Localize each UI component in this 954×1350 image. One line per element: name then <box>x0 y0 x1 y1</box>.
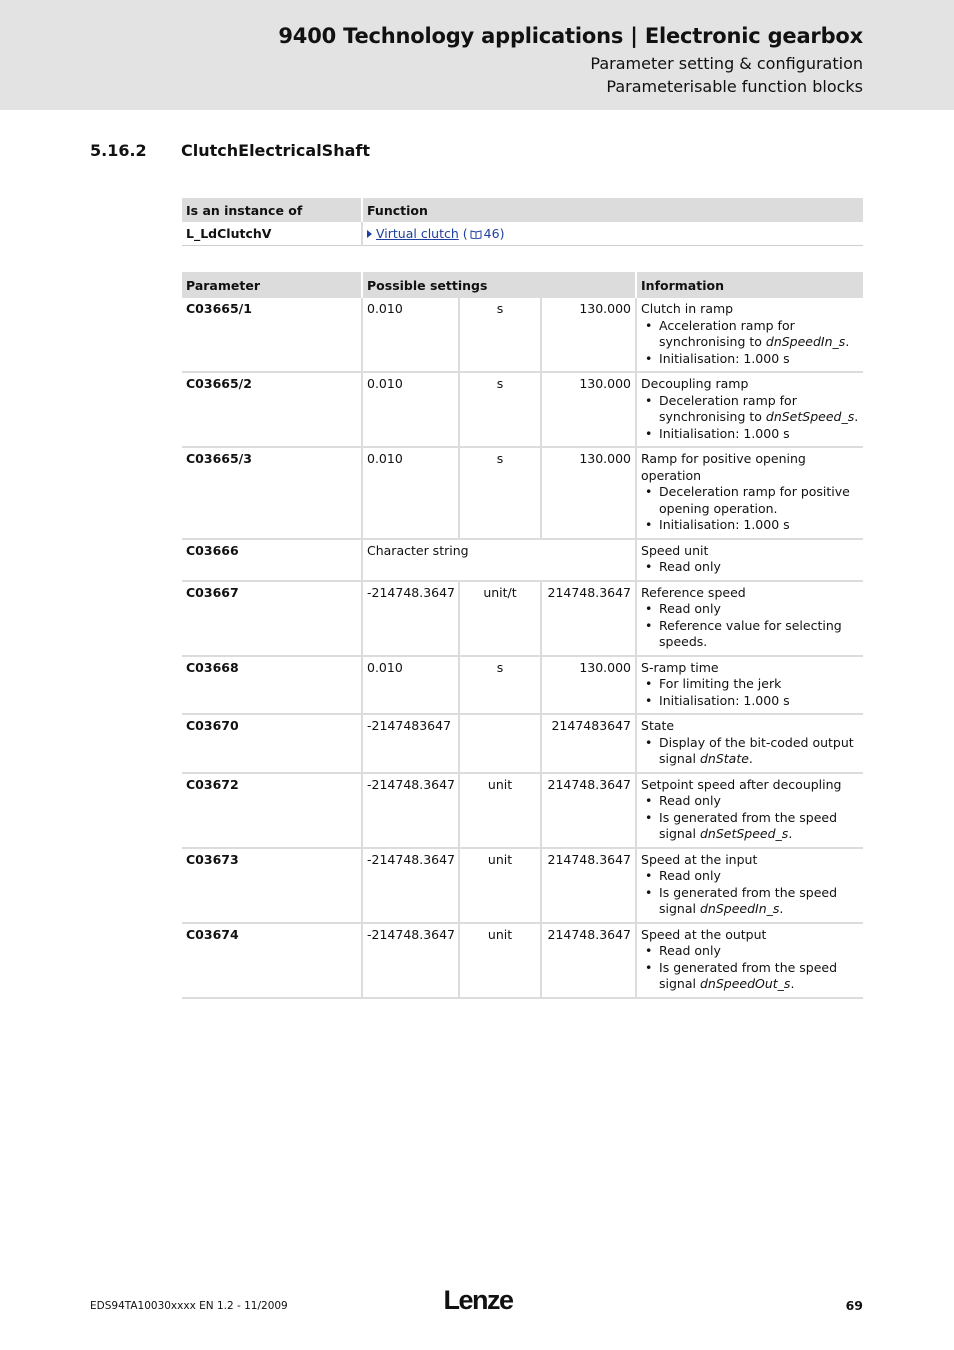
setting-min: -214748.3647 <box>362 773 459 848</box>
parameter-code: C03666 <box>182 539 362 581</box>
ref-page: 46) <box>483 226 505 241</box>
setting-value: Character string <box>362 539 636 581</box>
list-item <box>641 559 859 576</box>
list-item <box>641 393 859 426</box>
information-cell <box>636 372 863 447</box>
setting-max: 130.000 <box>541 656 636 715</box>
parameter-code: C03665/1 <box>182 298 362 372</box>
section-heading <box>90 141 370 160</box>
document-id: EDS94TA10030xxxx EN 1.2 - 11/2009 <box>90 1300 288 1312</box>
table-row <box>182 539 863 581</box>
setting-unit: unit <box>459 923 541 998</box>
bullet-text: Read only <box>659 943 721 958</box>
link-arrow-icon <box>367 230 372 238</box>
chapter-title: Parameter setting & configuration <box>590 54 863 73</box>
bullet-text: Initialisation: 1.000 s <box>659 517 790 532</box>
bullet-tail: . <box>748 751 753 766</box>
list-item <box>641 885 859 918</box>
info-list <box>641 868 859 918</box>
bullet-tail: . <box>854 409 859 424</box>
list-item <box>641 943 859 960</box>
parameter-table <box>182 272 863 999</box>
bullet-text: Deceleration ramp for synchronising to <box>659 392 797 424</box>
setting-max: 214748.3647 <box>541 848 636 923</box>
setting-unit: s <box>459 447 541 539</box>
setting-max: 214748.3647 <box>541 773 636 848</box>
list-item <box>641 426 859 443</box>
list-item <box>641 735 859 768</box>
instance-table <box>182 198 863 246</box>
info-title: Speed at the input <box>641 851 758 867</box>
information-cell <box>636 581 863 656</box>
setting-unit: unit <box>459 773 541 848</box>
table-row <box>182 714 863 773</box>
setting-min: 0.010 <box>362 298 459 372</box>
information-cell <box>636 447 863 539</box>
parameter-table-body <box>182 298 863 998</box>
instance-name: L_LdClutchV <box>182 222 362 245</box>
bullet-text: Read only <box>659 868 721 883</box>
bullet-text: For limiting the jerk <box>659 676 782 691</box>
function-header: Function <box>362 198 863 222</box>
bullet-text: Display of the bit-coded output signal <box>659 734 854 766</box>
table-row <box>182 581 863 656</box>
bullet-text: Deceleration ramp for positive opening operation. <box>659 484 850 516</box>
bullet-text: Is generated from the speed signal <box>659 884 838 916</box>
subchapter-title: Parameterisable function blocks <box>606 77 863 96</box>
possible-settings-header: Possible settings <box>362 272 636 298</box>
list-item <box>641 517 859 534</box>
table-row <box>182 923 863 998</box>
setting-min: -214748.3647 <box>362 848 459 923</box>
info-list <box>641 559 859 576</box>
table-row <box>182 447 863 539</box>
information-cell <box>636 848 863 923</box>
bullet-tail: . <box>845 334 850 349</box>
list-item <box>641 960 859 993</box>
setting-max: 130.000 <box>541 372 636 447</box>
document-title: 9400 Technology applications | Electronic gearbox <box>278 24 863 48</box>
ref-open-paren: ( <box>462 226 468 241</box>
parameter-code: C03667 <box>182 581 362 656</box>
info-title: State <box>641 718 675 733</box>
signal-name: dnSetSpeed_s <box>699 826 789 841</box>
parameter-code: C03665/3 <box>182 447 362 539</box>
logo-text: Lenze <box>443 1285 513 1315</box>
bullet-text: Is generated from the speed signal <box>659 959 838 991</box>
setting-min: -214748.3647 <box>362 581 459 656</box>
list-item <box>641 676 859 693</box>
virtual-clutch-link[interactable]: Virtual clutch <box>376 226 459 241</box>
table-row <box>182 848 863 923</box>
table-row <box>182 656 863 715</box>
signal-name: dnSetSpeed_s <box>765 409 855 424</box>
information-cell <box>636 773 863 848</box>
info-list <box>641 601 859 651</box>
info-title: Ramp for positive opening operation <box>641 451 806 483</box>
setting-max: 130.000 <box>541 298 636 372</box>
signal-name: dnSpeedIn_s <box>699 901 780 916</box>
list-item <box>641 618 859 651</box>
info-list <box>641 943 859 993</box>
info-list <box>641 735 859 768</box>
setting-max: 2147483647 <box>541 714 636 773</box>
table-row <box>182 298 863 372</box>
instance-header: Is an instance of <box>182 198 362 222</box>
list-item <box>641 601 859 618</box>
list-item <box>641 810 859 843</box>
list-item <box>641 484 859 517</box>
info-title: Setpoint speed after decoupling <box>641 776 842 792</box>
bullet-text: Initialisation: 1.000 s <box>659 425 790 441</box>
parameter-code: C03665/2 <box>182 372 362 447</box>
information-cell <box>636 298 863 372</box>
parameter-code: C03673 <box>182 848 362 923</box>
information-cell <box>636 539 863 581</box>
signal-name: dnState <box>699 751 749 766</box>
list-item <box>641 351 859 368</box>
section-title: ClutchElectricalShaft <box>181 141 370 160</box>
page-reference[interactable] <box>463 226 505 241</box>
setting-min: -2147483647 <box>362 714 459 773</box>
information-cell <box>636 714 863 773</box>
setting-max: 214748.3647 <box>541 581 636 656</box>
info-list <box>641 393 859 443</box>
setting-min: 0.010 <box>362 656 459 715</box>
signal-name: dnSpeedIn_s <box>765 334 846 349</box>
info-title: Decoupling ramp <box>641 376 749 391</box>
bullet-text: Read only <box>659 601 721 616</box>
setting-unit: unit/t <box>459 581 541 656</box>
info-title: S-ramp time <box>641 659 719 675</box>
info-title: Clutch in ramp <box>641 301 734 316</box>
parameter-code: C03672 <box>182 773 362 848</box>
section-number: 5.16.2 <box>90 141 147 160</box>
info-list <box>641 793 859 843</box>
info-title: Speed at the output <box>641 926 767 942</box>
parameter-code: C03670 <box>182 714 362 773</box>
function-cell <box>362 222 863 245</box>
table-row <box>182 372 863 447</box>
setting-max: 214748.3647 <box>541 923 636 998</box>
information-cell <box>636 923 863 998</box>
list-item <box>641 868 859 885</box>
setting-min: -214748.3647 <box>362 923 459 998</box>
table-row <box>182 773 863 848</box>
info-title: Reference speed <box>641 584 746 600</box>
list-item <box>641 693 859 710</box>
information-cell <box>636 656 863 715</box>
list-item <box>641 793 859 810</box>
setting-min: 0.010 <box>362 447 459 539</box>
information-header: Information <box>636 272 863 298</box>
lenze-logo <box>438 1284 518 1316</box>
info-list <box>641 318 859 368</box>
info-list <box>641 484 859 534</box>
bullet-tail: . <box>790 976 795 991</box>
parameter-code: C03668 <box>182 656 362 715</box>
bullet-text: Is generated from the speed signal <box>659 809 838 841</box>
setting-max: 130.000 <box>541 447 636 539</box>
setting-unit <box>459 714 541 773</box>
page-number: 69 <box>845 1298 863 1313</box>
bullet-text: Read only <box>659 793 721 808</box>
list-item <box>641 318 859 351</box>
bullet-text: Initialisation: 1.000 s <box>659 692 790 708</box>
bullet-text: Initialisation: 1.000 s <box>659 350 790 366</box>
setting-unit: s <box>459 298 541 372</box>
bullet-tail: . <box>788 826 793 841</box>
setting-unit: s <box>459 656 541 715</box>
setting-unit: unit <box>459 848 541 923</box>
signal-name: dnSpeedOut_s <box>699 976 791 991</box>
bullet-text: Acceleration ramp for synchronising to <box>659 317 795 349</box>
bullet-tail: . <box>779 901 784 916</box>
bullet-text: Reference value for selecting speeds. <box>659 617 842 649</box>
setting-unit: s <box>459 372 541 447</box>
setting-min: 0.010 <box>362 372 459 447</box>
parameter-code: C03674 <box>182 923 362 998</box>
book-icon <box>470 230 482 239</box>
bullet-text: Read only <box>659 559 721 574</box>
info-list <box>641 676 859 709</box>
info-title: Speed unit <box>641 542 709 558</box>
parameter-header: Parameter <box>182 272 362 298</box>
